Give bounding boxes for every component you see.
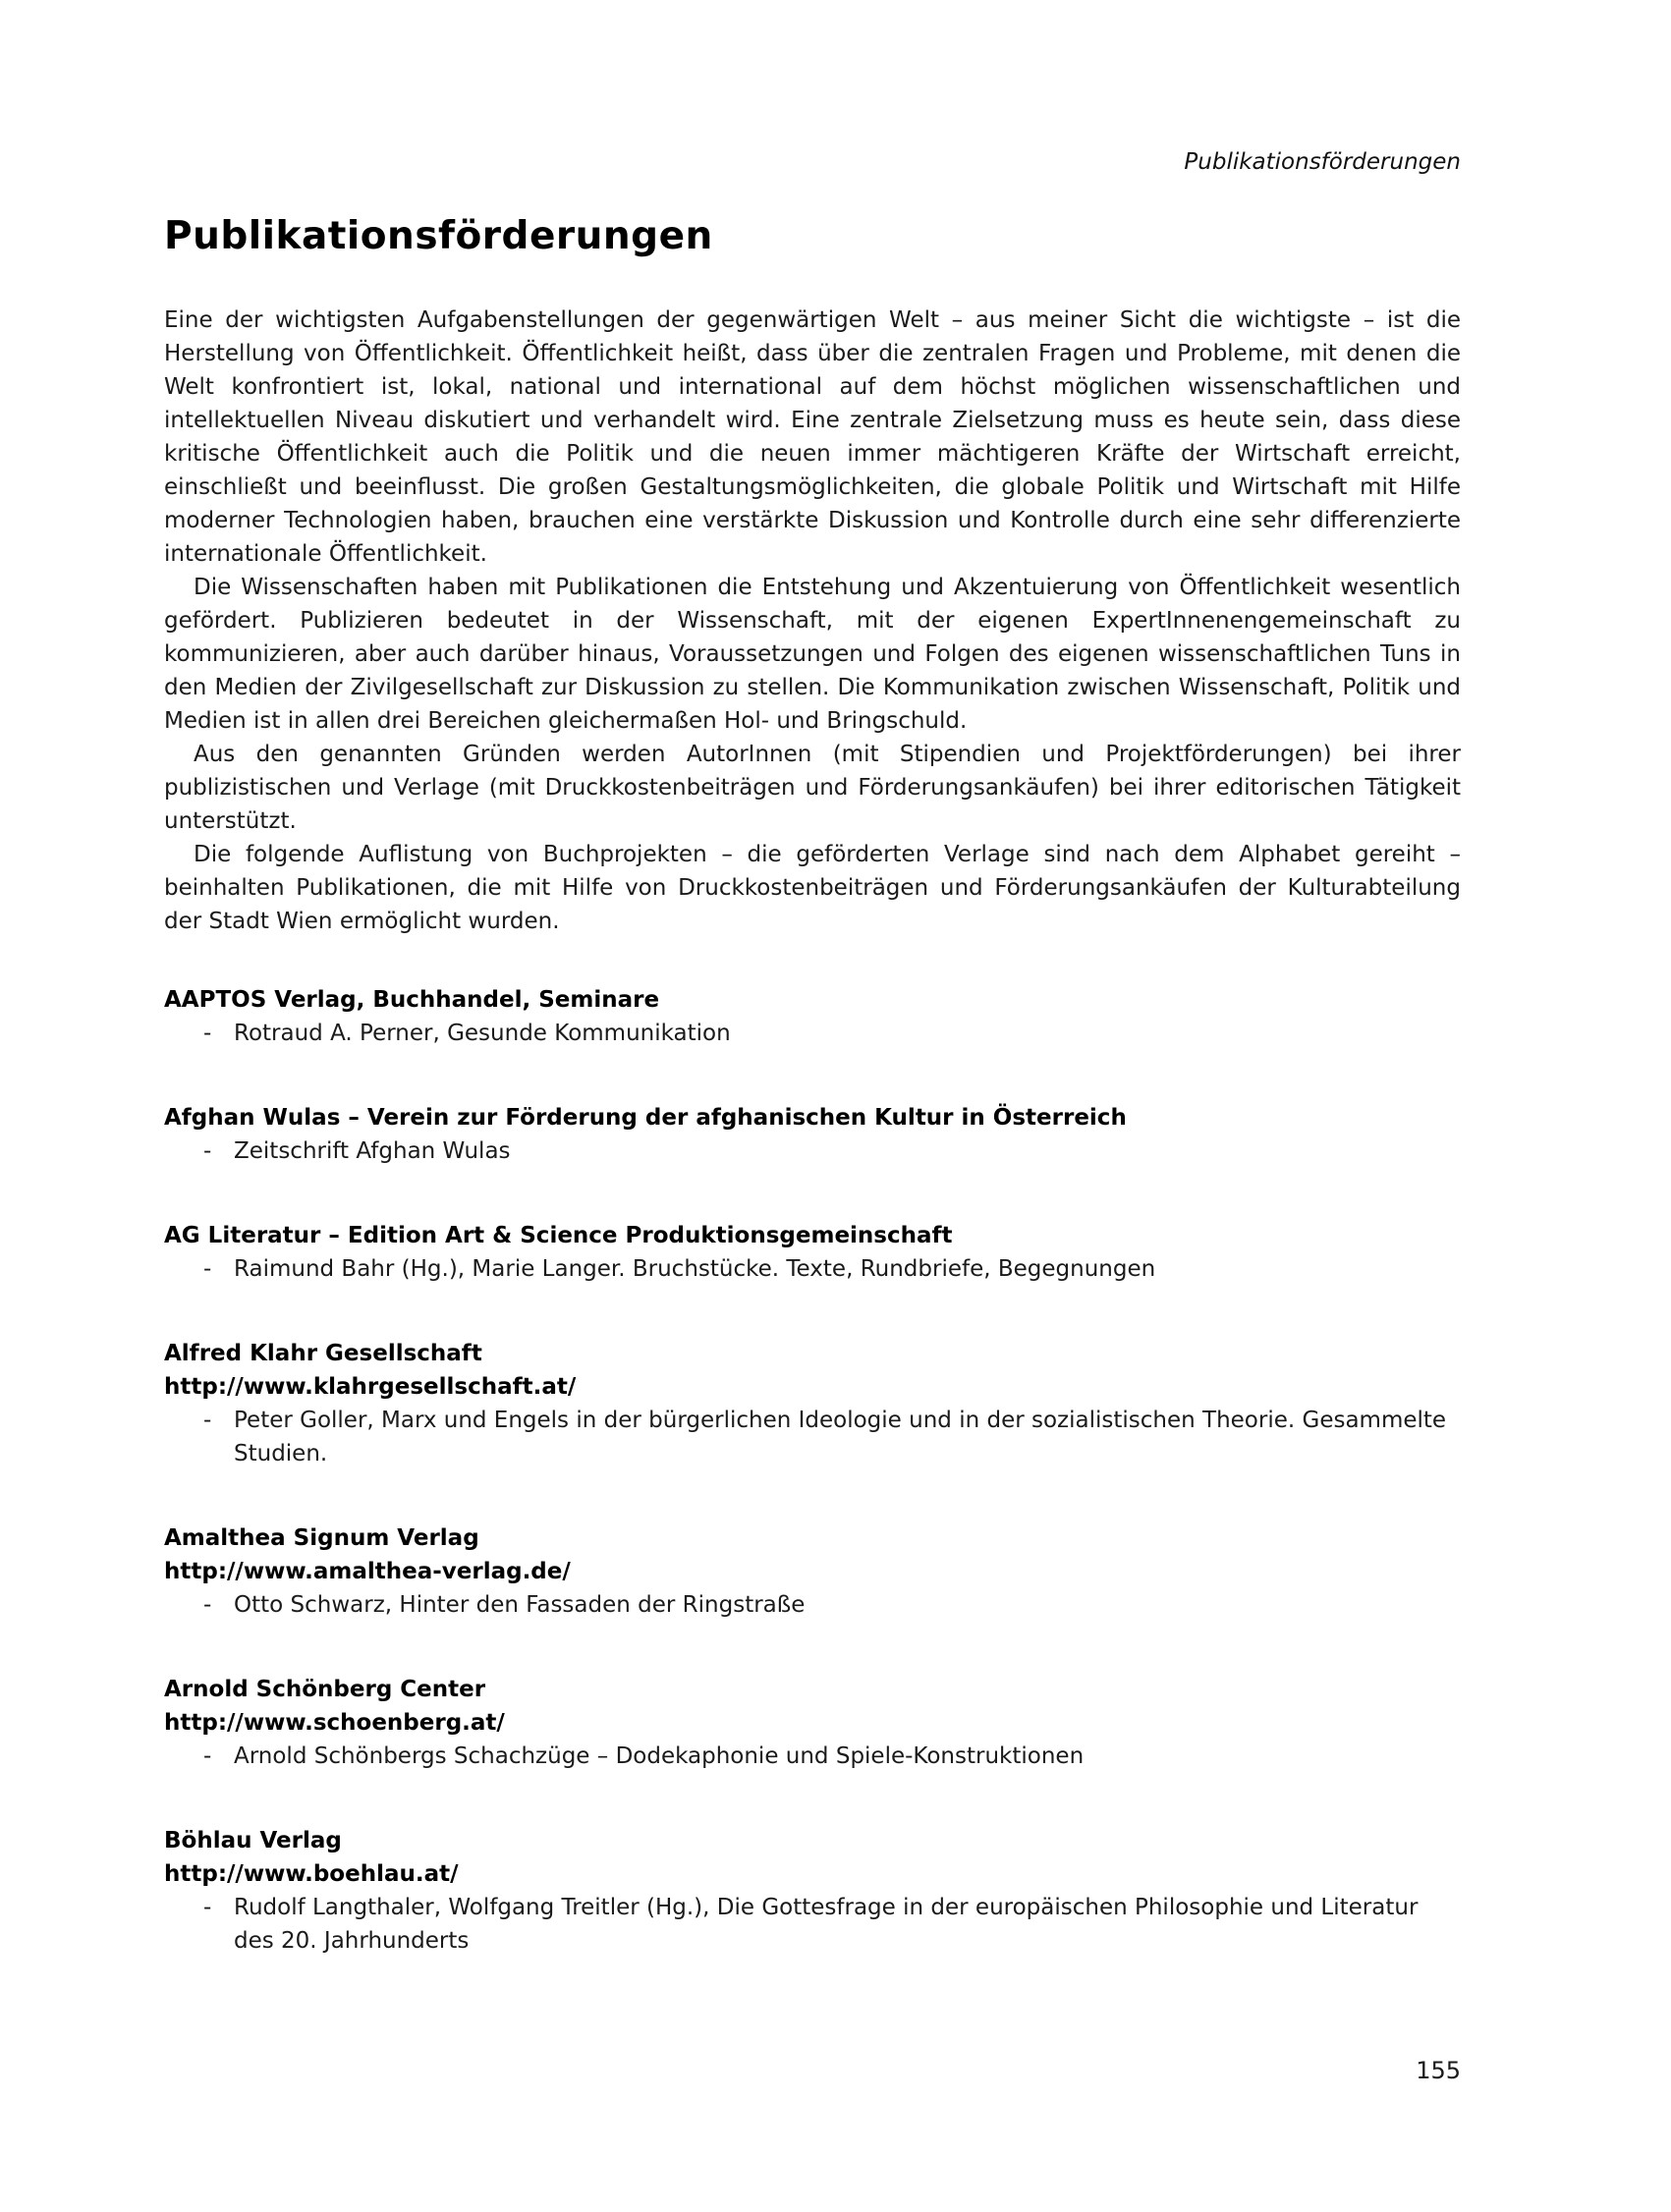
publication-title: Peter Goller, Marx und Engels in der bürgerlichen Ideologie und in der sozialistischen Theorie. Gesammelte Studien. xyxy=(234,1408,1447,1466)
publisher-entry xyxy=(164,1521,1461,1622)
publication-item xyxy=(164,1252,1461,1286)
publication-title: Rotraud A. Perner, Gesunde Kommunikation xyxy=(234,1021,731,1046)
publisher-entry xyxy=(164,1673,1461,1773)
publisher-entry xyxy=(164,1824,1461,1958)
publisher-name: AAPTOS Verlag, Buchhandel, Seminare xyxy=(164,987,660,1013)
publication-item xyxy=(164,1134,1461,1168)
running-header xyxy=(164,147,1461,177)
publisher-list xyxy=(164,983,1461,1958)
intro-text xyxy=(164,304,1461,938)
publisher-name: Alfred Klahr Gesellschaft xyxy=(164,1341,482,1366)
list-marker: - xyxy=(203,1743,212,1769)
publisher-entry xyxy=(164,1101,1461,1168)
publication-item xyxy=(164,1588,1461,1622)
list-marker: - xyxy=(203,1256,212,1282)
publisher-url: http://www.klahrgesellschaft.at/ xyxy=(164,1374,577,1400)
publisher-entry xyxy=(164,1219,1461,1286)
publisher-entry xyxy=(164,983,1461,1050)
publication-item xyxy=(164,1404,1461,1470)
paragraph: Eine der wichtigsten Aufgabenstellungen der gegenwärtigen Welt – aus meiner Sicht die wichtigste – ist die Herstellung von Öffentlichkeit. Öffentlichkeit heißt, dass über die zentralen Fragen und Probleme, mit denen die Welt konfrontiert ist, lokal, national und international auf dem höchst möglichen wissenschaftlichen und intellektuellen Niveau diskutiert und verhandelt wird. Eine zentrale Zielsetzung muss es heute sein, dass diese kritische Öffentlichkeit auch die Politik und die neuen immer mächtigeren Kräfte der Wirtschaft erreicht, einschließt und beeinflusst. Die großen Gestaltungsmöglichkeiten, die globale Politik und Wirtschaft mit Hilfe moderner Technologien haben, brauchen eine verstärkte Diskussion und Kontrolle durch eine sehr differenzierte internationale Öffentlichkeit. xyxy=(164,307,1461,567)
list-marker: - xyxy=(203,1895,212,1920)
publisher-url: http://www.amalthea-verlag.de/ xyxy=(164,1559,571,1584)
publisher-name: Arnold Schönberg Center xyxy=(164,1677,486,1702)
publisher-url: http://www.schoenberg.at/ xyxy=(164,1710,505,1736)
publisher-name: AG Literatur – Edition Art & Science Produktionsgemeinschaft xyxy=(164,1223,953,1248)
publication-title: Raimund Bahr (Hg.), Marie Langer. Bruchstücke. Texte, Rundbriefe, Begegnungen xyxy=(234,1256,1156,1282)
list-marker: - xyxy=(203,1408,212,1433)
running-header-text: Publikationsförderungen xyxy=(1184,149,1461,175)
publisher-name: Afghan Wulas – Verein zur Förderung der afghanischen Kultur in Österreich xyxy=(164,1105,1127,1131)
publication-title: Otto Schwarz, Hinter den Fassaden der Ringstraße xyxy=(234,1592,806,1618)
publisher-name: Amalthea Signum Verlag xyxy=(164,1525,479,1551)
publisher-url: http://www.boehlau.at/ xyxy=(164,1861,459,1887)
paragraph: Die Wissenschaften haben mit Publikationen die Entstehung und Akzentuierung von Öffentlichkeit wesentlich gefördert. Publizieren bedeutet in der Wissenschaft, mit der eigenen ExpertInnenengemeinschaft zu kommunizieren, aber auch darüber hinaus, Voraussetzungen und Folgen des eigenen wissenschaftlichen Tuns in den Medien der Zivilgesellschaft zur Diskussion zu stellen. Die Kommunikation zwischen Wissenschaft, Politik und Medien ist in allen drei Bereichen gleichermaßen Hol- und Bringschuld. xyxy=(164,575,1461,734)
publication-item xyxy=(164,1891,1461,1958)
publication-item xyxy=(164,1740,1461,1773)
publication-title: Rudolf Langthaler, Wolfgang Treitler (Hg.), Die Gottesfrage in der europäischen Philosophie und Literatur des 20. Jahrhunderts xyxy=(234,1895,1419,1954)
list-marker: - xyxy=(203,1021,212,1046)
page-number: 155 xyxy=(1416,2057,1461,2084)
publication-title: Arnold Schönbergs Schachzüge – Dodekaphonie und Spiele-Konstruktionen xyxy=(234,1743,1085,1769)
publisher-entry xyxy=(164,1337,1461,1470)
list-marker: - xyxy=(203,1138,212,1164)
paragraph: Aus den genannten Gründen werden AutorInnen (mit Stipendien und Projektförderungen) bei ihrer publizistischen und Verlage (mit Druckkostenbeiträgen und Förderungsankäufen) bei ihrer editorischen Tätigkeit unterstützt. xyxy=(164,742,1461,834)
list-marker: - xyxy=(203,1592,212,1618)
paragraph: Die folgende Auflistung von Buchprojekten – die geförderten Verlage sind nach dem Alphabet gereiht – beinhalten Publikationen, die mit Hilfe von Druckkostenbeiträgen und Förderungsankäufen der Kulturabteilung der Stadt Wien ermöglicht wurden. xyxy=(164,842,1461,934)
publication-item xyxy=(164,1017,1461,1050)
page-title: Publikationsförderungen xyxy=(164,214,713,258)
publisher-name: Böhlau Verlag xyxy=(164,1828,342,1853)
publication-title: Zeitschrift Afghan Wulas xyxy=(234,1138,511,1164)
